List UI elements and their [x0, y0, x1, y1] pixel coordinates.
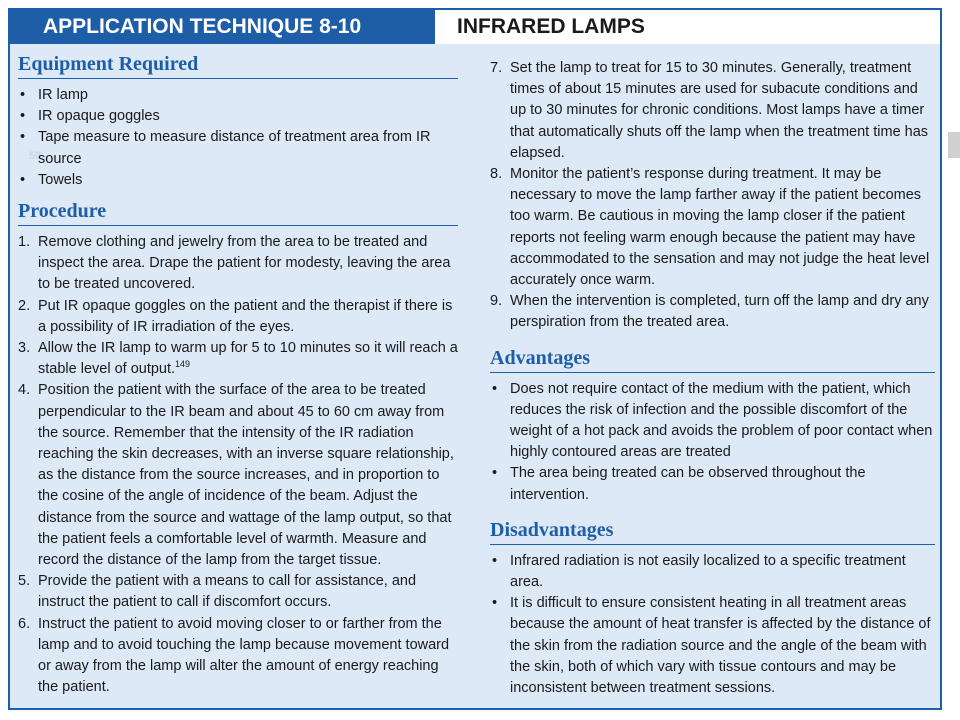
- disadvantages-heading: Disadvantages: [490, 518, 935, 545]
- bullet-icon: •: [492, 380, 498, 397]
- list-item: • Tape measure to measure distance of treatment area from IR source: [20, 129, 431, 167]
- procedure-step: 4. Position the patient with the surface of the area to be treated perpendicular to the IR beam and about 45 to 60 cm away from the source. Remember that the intensity of the IR radiation reaching the skin decreases, with an inverse square relationship, as the distance from the source increases, and in proportion to the cosine of the angle of incidence of the beam. Adjust the distance from the source and wattage of the lamp output, so that the patient feels a comfortable level of warmth. Measure and record the distance of the lamp from the target tissue.: [18, 382, 454, 569]
- equipment-heading: Equipment Required: [18, 52, 458, 79]
- list-item: • IR opaque goggles: [18, 106, 458, 127]
- procedure-step: 1. Remove clothing and jewelry from the area to be treated and inspect the area. Drape the patient for modesty, leaving the area to be treated uncovered.: [18, 234, 451, 293]
- spacer: [490, 506, 935, 518]
- bullet-icon: •: [20, 171, 26, 188]
- bullet-icon: •: [20, 108, 26, 125]
- procedure-step: 9. When the intervention is completed, turn off the lamp and dry any perspiration from the treated area.: [490, 293, 929, 331]
- page-edge-tab: [948, 132, 960, 158]
- procedure-heading: Procedure: [18, 199, 458, 226]
- list-item: • Infrared radiation is not easily localized to a specific treatment area.: [492, 552, 906, 591]
- advantages-list: [490, 379, 935, 506]
- procedure-step: 3. Allow the IR lamp to warm up for 5 to 10 minutes so it will reach a stable level of output.$^{149}$: [18, 340, 458, 378]
- equipment-list: [18, 85, 458, 191]
- bullet-icon: •: [492, 465, 498, 482]
- bullet-icon: •: [492, 595, 498, 612]
- procedure-step: 5. Provide the patient with a means to call for assistance, and instruct the patient to call if discomfort occurs.: [18, 573, 417, 611]
- procedure-step: 7. Set the lamp to treat for 15 to 30 minutes. Generally, treatment times of about 15 minutes are used for subacute conditions and up to 30 minutes for chronic conditions. Most lamps have a timer that automatically shuts off the lamp when the treatment time has elapsed.: [490, 60, 929, 161]
- spacer: [490, 334, 935, 346]
- technique-topic: INFRARED LAMPS: [435, 10, 940, 44]
- list-item: • Towels: [18, 170, 458, 191]
- list-item: • The area being treated can be observed throughout the intervention.: [492, 465, 866, 503]
- technique-title: APPLICATION TECHNIQUE 8-10: [10, 10, 435, 44]
- procedure-step: 2. Put IR opaque goggles on the patient and the therapist if there is a possibility of IR irradiation of the eyes.: [18, 297, 453, 335]
- bullet-icon: •: [20, 87, 26, 103]
- citation-ref: 149: [175, 359, 191, 370]
- left-column: [18, 52, 458, 698]
- right-column: [490, 58, 935, 699]
- procedure-step: 6. Instruct the patient to avoid moving closer to or farther from the lamp and to avoid touching the lamp because movement toward or away from the lamp will alter the amount of energy reaching the patient.: [18, 615, 450, 696]
- procedure-steps-right: [490, 58, 935, 334]
- disadvantages-list: [490, 551, 935, 699]
- bullet-icon: •: [20, 129, 26, 146]
- procedure-steps-left: [18, 232, 458, 698]
- procedure-step: 8. Monitor the patient’s response during treatment. It may be necessary to move the lamp farther away if the patient becomes too warm. Be cautious in moving the lamp closer if the patient reports not feeling warm enough because the patient may have accommodated to the sensation and may not judge the heat level accurately once warm.: [490, 166, 930, 289]
- list-item: • It is difficult to ensure consistent heating in all treatment areas because the amount of heat transfer is affected by the distance of the skin from the radiation source and the angle of the beam with the skin, both of which vary with tissue contours and may be inconsistent between treatment sessions.: [492, 595, 931, 697]
- bullet-icon: •: [492, 552, 498, 569]
- list-item: • IR lamp: [18, 85, 458, 106]
- list-item: • Does not require contact of the medium with the patient, which reduces the risk of infection and the possible discomfort of the weight of a hot pack and avoids the problem of poor contact when highly contoured areas are treated: [492, 380, 933, 461]
- bleed-through-page-number: 50: [29, 150, 42, 162]
- advantages-heading: Advantages: [490, 346, 935, 373]
- spacer: [18, 191, 458, 199]
- application-technique-box: [8, 8, 942, 710]
